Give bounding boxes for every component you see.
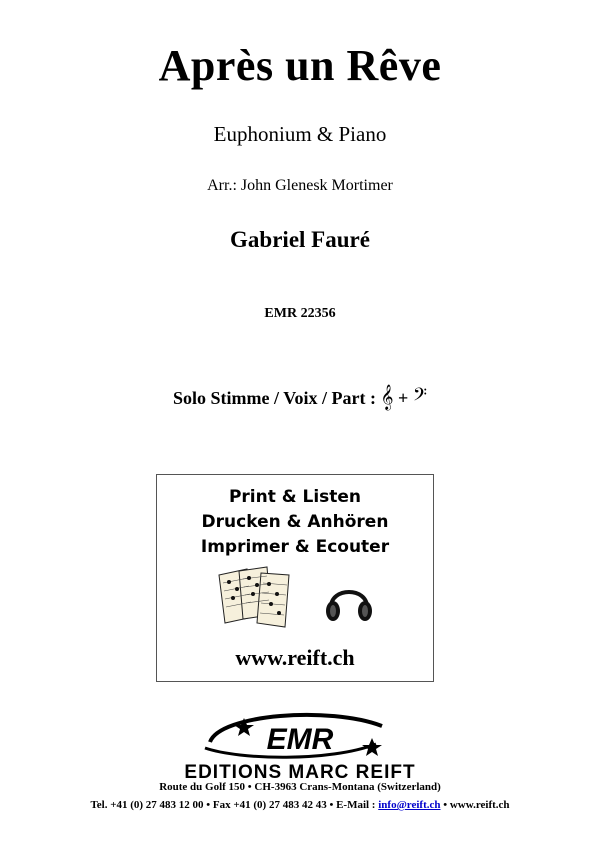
sheet-music-icon [215,565,301,629]
contact-phone-fax: Tel. +41 (0) 27 483 12 00 • Fax +41 (0) 27 483 42 43 • E-Mail : [90,799,376,811]
parts-plus: + [398,388,409,408]
catalog-number: EMR 22356 [264,306,336,321]
publisher-address: Route du Golf 150 • CH-3963 Crans-Montana (Switzerland) [159,781,441,793]
publisher-contact [0,799,600,811]
logo-emr-text: EMR [266,723,334,756]
score-title: Après un Rêve [158,41,442,90]
promo-line-english: Print & Listen [228,487,362,507]
parts-label: Solo Stimme / Voix / Part : [173,388,377,408]
treble-clef-icon: 𝄞 [380,384,394,409]
arranger: Arr.: John Glenesk Mortimer [207,177,393,194]
parts-line [0,384,600,410]
promo-line-french: Imprimer & Ecouter [200,537,390,557]
emr-logo [150,708,450,780]
instrumentation: Euphonium & Piano [213,122,387,146]
composer: Gabriel Fauré [230,227,370,252]
headphones-icon [323,577,375,625]
promo-line-german: Drucken & Anhören [201,512,389,532]
email-link[interactable]: info@reift.ch [378,799,441,811]
publisher-name: EDITIONS MARC REIFT [184,762,416,780]
print-listen-box [156,474,434,682]
contact-website: • www.reift.ch [443,799,510,811]
bass-clef-icon: 𝄢 [412,384,427,409]
promo-website[interactable]: www.reift.ch [235,645,355,670]
